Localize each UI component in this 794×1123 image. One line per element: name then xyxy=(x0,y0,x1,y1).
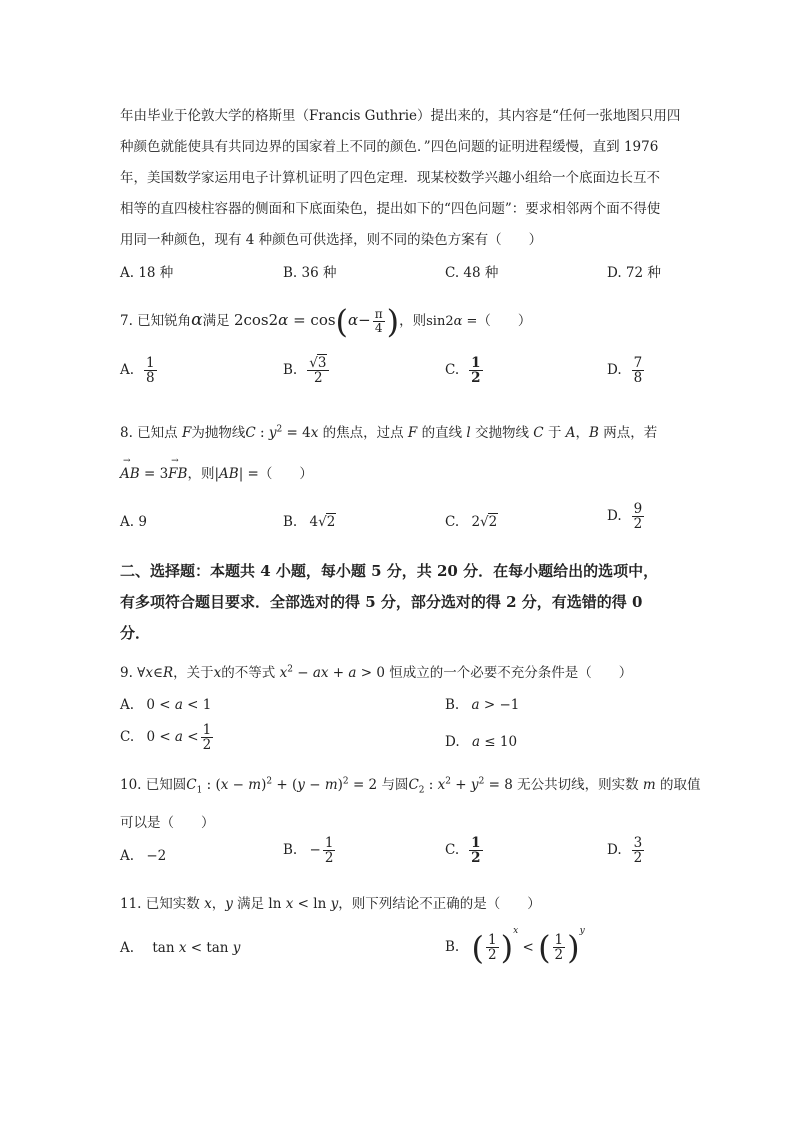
intro-line-4: 相等的直四棱柱容器的侧面和下底面染色，提出如下的“四色问题”：要求相邻两个面不得使 xyxy=(120,201,661,217)
q10-option-c[interactable]: C. $\frac{1}{2}$ xyxy=(445,835,481,867)
q7-option-c[interactable]: C. $\frac{1}{2}$ xyxy=(445,355,481,387)
q9-option-c[interactable]: C. 0 < a < $\frac{1}{2}$ xyxy=(120,722,212,754)
q10-stem-line-1: 10. 已知圆$C_1$ : $(x - m)^2 + (y - m)^2 = 2$ 与圆$C_2$ : $x^2 + y^2 = 8$ 无公共切线，则实数 m 的取值 xyxy=(120,776,701,796)
q9-option-d[interactable]: D. a ≤ 10 xyxy=(445,734,518,750)
q6-option-b[interactable]: B. 36 种 xyxy=(283,265,337,281)
intro-line-5: 用同一种颜色，现有 4 种颜色可供选择，则不同的染色方案有（ ） xyxy=(120,232,543,248)
q6-option-c[interactable]: C. 48 种 xyxy=(445,265,499,281)
q10-stem-line-2: 可以是（ ） xyxy=(120,815,215,831)
section-2-line-2: 有多项符合题目要求．全部选对的得 5 分，部分选对的得 2 分，有选错的得 0 xyxy=(120,593,643,611)
q8-option-a[interactable]: A. 9 xyxy=(120,514,147,530)
section-2-line-3: 分． xyxy=(120,624,151,642)
q10-option-a[interactable]: A. −2 xyxy=(120,848,167,864)
q11-option-a[interactable]: A. tan x < tan y xyxy=(120,940,241,956)
q8-option-b[interactable]: B. 4√2 xyxy=(283,514,336,530)
q9-option-b[interactable]: B. a > −1 xyxy=(445,697,520,713)
q9-option-a[interactable]: A. 0 < a < 1 xyxy=(120,697,212,713)
intro-line-1: 年由毕业于伦敦大学的格斯里（Francis Guthrie）提出来的，其内容是“任何一张地图只用四 xyxy=(120,108,681,124)
q10-option-b[interactable]: B. − $\frac{1}{2}$ xyxy=(283,835,334,867)
q7-option-b[interactable]: B. $\frac{√3}{2}$ xyxy=(283,356,331,385)
q11-stem: 11. 已知实数 x，y 满足 ln x < ln y，则下列结论不正确的是（ ） xyxy=(120,896,541,912)
q8-stem-line-1: 8. 已知点 F为抛物线C : $y^2 = 4x$ 的焦点，过点 F 的直线 l 交抛物线 C 于 A，B 两点，若 xyxy=(120,424,658,441)
section-2-line-1: 二、选择题：本题共 4 小题，每小题 5 分，共 20 分．在每小题给出的选项中， xyxy=(120,562,659,580)
intro-line-2: 种颜色就能使具有共同边界的国家着上不同的颜色．”四色问题的证明进程缓慢，直到 1976 xyxy=(120,139,659,155)
q8-option-c[interactable]: C. 2√2 xyxy=(445,514,498,530)
q7-option-d[interactable]: D. $\frac{7}{8}$ xyxy=(607,355,643,387)
q8-stem-line-2: → AB = 3→ FB，则|AB| =（ ） xyxy=(120,462,313,482)
q7-option-a[interactable]: A. $\frac{1}{8}$ xyxy=(120,355,155,387)
intro-line-3: 年，美国数学家运用电子计算机证明了四色定理．现某校数学兴趣小组给一个底面边长互不 xyxy=(120,170,660,186)
q10-option-d[interactable]: D. $\frac{3}{2}$ xyxy=(607,835,643,867)
q11-option-b[interactable]: B. ( $\frac{1}{2}$ )$^x$ < ( $\frac{1}{2}$ )$^y$ xyxy=(445,926,585,967)
q6-option-a[interactable]: A. 18 种 xyxy=(120,265,174,281)
q8-option-d[interactable]: D. $\frac{9}{2}$ xyxy=(607,501,643,533)
q9-stem: 9. ∀x∈R，关于x的不等式 $x^2$ − ax + a > 0 恒成立的一个必要不充分条件是（ ） xyxy=(120,664,633,681)
q6-option-d[interactable]: D. 72 种 xyxy=(607,265,661,281)
q7-stem: 7. 已知锐角α满足 2cos2α = cos(α− $\frac{\pi}{4}$ )，则sin2α =（ ） xyxy=(120,302,532,341)
